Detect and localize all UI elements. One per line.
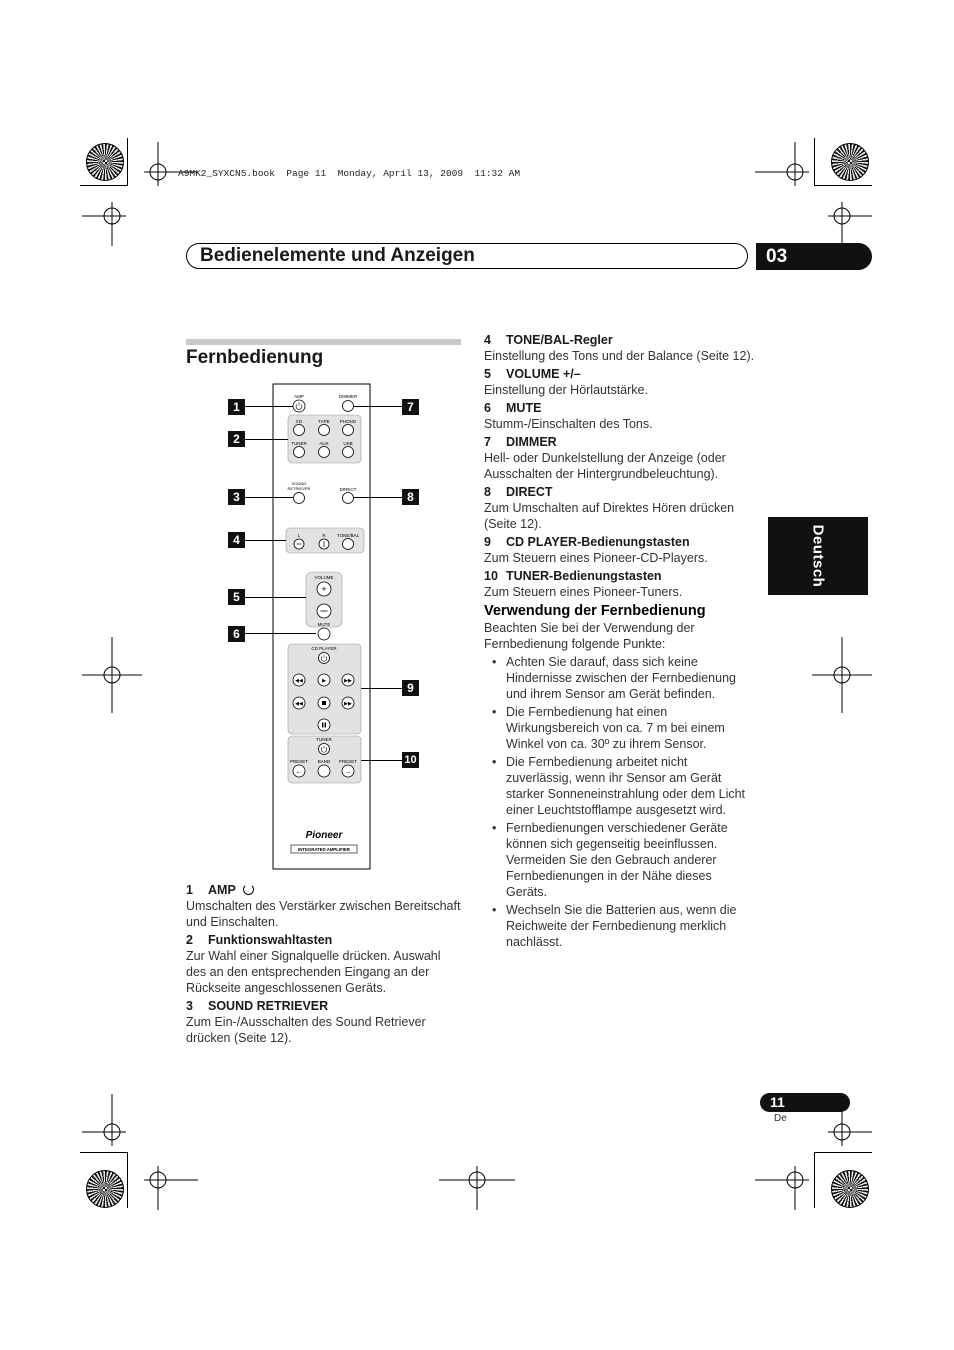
right-column-items [484, 330, 756, 952]
list-item: • Wechseln Sie die Batterien aus, wenn die Reichweite der Fernbedienung merklich nachlässt. [484, 902, 756, 950]
callout-badge-9: 9 [402, 680, 419, 696]
usage-list [484, 654, 756, 950]
volume-label: VOLUME [314, 575, 334, 580]
tuner-input-button[interactable] [294, 447, 305, 458]
preset-down-label: PRESET [289, 759, 309, 764]
direct-button[interactable] [343, 493, 354, 504]
direct-label: DIRECT [339, 487, 357, 492]
callout-line [244, 406, 293, 407]
cd-player-label: CD PLAYER [311, 646, 337, 651]
item-description: Zur Wahl einer Signalquelle drücken. Auswahl des an den entsprechenden Eingang an der Rückseite angeschlossenen Geräts. [186, 949, 441, 995]
callout-badge-8: 8 [402, 489, 419, 505]
forward-icon: ▶▶ [344, 701, 352, 707]
callout-badge-6: 6 [228, 626, 245, 642]
pioneer-logo: Pioneer [305, 830, 343, 841]
registration-ball-bottom-right [831, 1170, 869, 1208]
item-heading: 6 MUTE [484, 401, 542, 415]
item-description: Umschalten des Verstärker zwischen Bereitschaft und Einschalten. [186, 899, 461, 929]
usb-input-button[interactable] [343, 447, 354, 458]
crop-mark [814, 185, 872, 186]
cd-power-button[interactable] [319, 653, 330, 664]
chapter-number: 03 [756, 243, 872, 270]
tape-label: TAPE [318, 419, 330, 424]
callout-badge-4: 4 [228, 532, 245, 548]
item-heading: 1 AMP [186, 882, 464, 898]
left-column-items [186, 880, 464, 1048]
registration-ball-bottom-left [86, 1170, 124, 1208]
cd-pause-button[interactable] [318, 719, 330, 731]
previous-icon: ◀◀ [295, 678, 303, 684]
dimmer-label: DIMMER [338, 394, 358, 399]
language-tab [768, 517, 868, 595]
tone-bal-label: TONE/BAL [336, 533, 360, 538]
callout-line [244, 633, 316, 634]
power-icon [243, 884, 254, 895]
item-description: Zum Steuern eines Pioneer-CD-Players. [484, 551, 708, 565]
list-item: • Die Fernbedienung arbeitet nicht zuverlässig, wenn ihr Sensor am Gerät starker Sonneneinstrahlung oder dem Licht einer Leuchtstofflampe ausgesetzt wird. [484, 754, 756, 818]
usage-heading: Verwendung der Fernbedienung [484, 603, 706, 619]
item-heading: 4 TONE/BAL-Regler [484, 333, 613, 347]
callout-line [354, 497, 402, 498]
item-description: Zum Umschalten auf Direktes Hören drücken (Seite 12). [484, 501, 735, 531]
callout-line [361, 760, 402, 761]
rewind-icon: ◀◀ [295, 701, 303, 707]
callout-badge-10: 10 [402, 752, 419, 768]
list-item: • Achten Sie darauf, dass sich keine Hindernisse zwischen der Fernbedienung und ihrem Sensor am Gerät befinden. [484, 654, 756, 702]
registration-ball-top-left [86, 143, 124, 181]
callout-badge-5: 5 [228, 589, 245, 605]
language-tab-label: Deutsch [809, 524, 827, 588]
callout-badge-3: 3 [228, 489, 245, 505]
list-item: • Fernbedienungen verschiedener Geräte können sich gegenseitig beeinflussen. Vermeiden Sie den Gebrauch anderer Fernbedienungen in der Nähe dieses Geräts. [484, 820, 756, 900]
page-language: De [774, 1113, 787, 1124]
item-description: Einstellung des Tons und der Balance (Seite 12). [484, 349, 755, 363]
item-heading: 5 VOLUME +/– [484, 367, 581, 381]
crop-mark [814, 1152, 872, 1153]
usage-intro: Beachten Sie bei der Verwendung der Fernbedienung folgende Punkte: [484, 621, 695, 651]
arrow-left-icon: ← [295, 768, 303, 776]
preset-up-label: PRESET [338, 759, 358, 764]
sound-retriever-label-2: RETRIEVER [287, 486, 311, 491]
amp-power-button[interactable] [293, 400, 305, 412]
phono-input-button[interactable] [343, 425, 354, 436]
volume-panel [306, 572, 342, 627]
item-description: Zum Ein-/Ausschalten des Sound Retriever drücken (Seite 12). [186, 1015, 426, 1045]
cd-label: CD [295, 419, 303, 424]
crop-mark [127, 138, 128, 186]
mute-label: MUTE [317, 622, 331, 627]
callout-badge-2: 2 [228, 431, 245, 447]
amp-label: AMP [294, 394, 304, 399]
remote-control-diagram [186, 380, 426, 880]
callout-line [244, 597, 306, 598]
sound-retriever-button[interactable] [294, 493, 305, 504]
model-label: INTEGRATED AMPLIFIER [298, 847, 350, 852]
item-description: Hell- oder Dunkelstellung der Anzeige (oder Ausschalten der Hintergrundbeleuchtung). [484, 451, 726, 481]
registration-ball-top-right [831, 143, 869, 181]
item-heading: 3 SOUND RETRIEVER [186, 999, 329, 1013]
callout-badge-7: 7 [402, 399, 419, 415]
play-icon: ▶ [322, 678, 326, 684]
band-button[interactable] [318, 765, 330, 777]
crop-mark [80, 1152, 128, 1153]
phono-label: PHONO [339, 419, 357, 424]
item-heading: 10 TUNER-Bedienungstasten [484, 569, 662, 583]
item-heading: 2 Funktionswahltasten [186, 933, 333, 947]
callout-line [361, 688, 402, 689]
aux-input-button[interactable] [319, 447, 330, 458]
l-label: L [297, 533, 301, 538]
cd-input-button[interactable] [294, 425, 305, 436]
list-item: • Die Fernbedienung hat einen Wirkungsbereich von ca. 7 m bei einem Winkel von ca. 30º zu ihrem Sensor. [484, 704, 756, 752]
item-heading: 7 DIMMER [484, 435, 557, 449]
section-rule [186, 339, 461, 345]
tuner-power-button[interactable] [319, 744, 330, 755]
aux-label: AUX [319, 441, 329, 446]
crop-mark [814, 138, 815, 186]
r-label: R [322, 533, 326, 538]
tone-bal-button[interactable] [343, 539, 354, 550]
sound-retriever-label-1: SOUND [291, 481, 307, 486]
plus-icon: + [321, 584, 327, 594]
dimmer-button[interactable] [343, 401, 354, 412]
tuner-section-label: TUNER [316, 737, 332, 742]
crop-mark [127, 1152, 128, 1208]
tape-input-button[interactable] [319, 425, 330, 436]
item-heading: 9 CD PLAYER-Bedienungstasten [484, 535, 690, 549]
file-meta-line: A9MK2_SYXCN5.book Page 11 Monday, April 13, 2009 11:32 AM [178, 168, 521, 179]
callout-line [354, 406, 402, 407]
item-description: Einstellung der Hörlautstärke. [484, 383, 648, 397]
next-icon: ▶▶ [344, 678, 352, 684]
callout-line [244, 439, 288, 440]
crop-mark [814, 1152, 815, 1208]
band-label: BAND [317, 759, 331, 764]
item-heading: 8 DIRECT [484, 485, 553, 499]
item-description: Zum Steuern eines Pioneer-Tuners. [484, 585, 683, 599]
page-number: 11 [770, 1094, 785, 1110]
chapter-title: Bedienelemente und Anzeigen [200, 245, 475, 266]
stop-icon [322, 701, 326, 705]
crop-mark [80, 185, 128, 186]
mute-button[interactable] [318, 628, 330, 640]
section-title: Fernbedienung [186, 347, 324, 368]
arrow-right-icon: → [344, 768, 352, 776]
callout-line [244, 497, 293, 498]
tuner-label: TUNER [291, 441, 307, 446]
callout-line [244, 540, 286, 541]
usb-label: USB [343, 441, 353, 446]
item-description: Stumm-/Einschalten des Tons. [484, 417, 653, 431]
callout-badge-1: 1 [228, 399, 245, 415]
